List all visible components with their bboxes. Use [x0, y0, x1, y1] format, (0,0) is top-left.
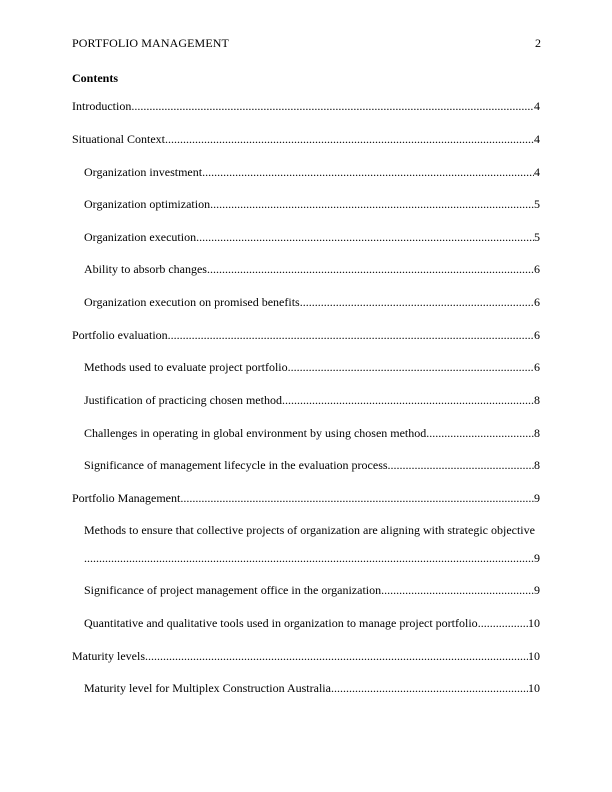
toc-entry-page: 4: [534, 132, 540, 146]
toc-entry-organization-execution[interactable]: [84, 230, 540, 244]
toc-entry-strategic-alignment[interactable]: [84, 551, 540, 565]
toc-entry-page: 10: [528, 616, 540, 630]
toc-entry-page: 4: [534, 165, 540, 179]
toc-entry-text: Significance of project management office in the organization: [84, 583, 382, 597]
toc-entry-page: 9: [534, 583, 540, 597]
toc-entry-text: Organization execution on promised benefits: [84, 295, 300, 309]
toc-entry-text: Situational Context: [72, 132, 165, 146]
toc-entry-text: Justification of practicing chosen method: [84, 393, 282, 407]
toc-entry-text: Quantitative and qualitative tools used in organization to manage project portfolio: [84, 616, 478, 630]
dot-leader: [196, 230, 534, 244]
toc-entry-organization-optimization[interactable]: [84, 197, 540, 211]
running-header-title: PORTFOLIO MANAGEMENT: [72, 36, 229, 50]
toc-entry-text: Organization optimization: [84, 197, 211, 211]
page-number: 2: [535, 36, 541, 50]
toc-entry-strategic-alignment-text[interactable]: Methods to ensure that collective projects of organization are aligning with strategic objective: [84, 523, 535, 537]
dot-leader: [131, 99, 534, 113]
toc-entry-text: Introduction: [72, 99, 132, 113]
toc-entry-page: 6: [534, 360, 540, 374]
dot-leader: [165, 132, 534, 146]
toc-entry-page: 5: [534, 197, 540, 211]
toc-entry-page: 8: [534, 393, 540, 407]
toc-entry-text: Methods used to evaluate project portfolio: [84, 360, 288, 374]
dot-leader: [388, 458, 534, 472]
toc-entry-introduction[interactable]: [72, 99, 540, 113]
toc-entry-page: 5: [534, 230, 540, 244]
toc-entry-text: Maturity level for Multiplex Construction Australia: [84, 681, 331, 695]
toc-entry-text: Organization execution: [84, 230, 197, 244]
dot-leader: [84, 551, 534, 565]
toc-entry-situational-context[interactable]: [72, 132, 540, 146]
dot-leader: [180, 491, 534, 505]
dot-leader: [145, 649, 528, 663]
toc-entry-management-lifecycle[interactable]: [84, 458, 540, 472]
toc-entry-page: 9: [534, 551, 540, 565]
toc-entry-page: 10: [528, 681, 540, 695]
toc-entry-challenges-global-environment[interactable]: [84, 426, 540, 440]
toc-entry-page: 10: [528, 649, 540, 663]
toc-entry-text: Portfolio Management: [72, 491, 181, 505]
toc-entry-organization-investment[interactable]: [84, 165, 540, 179]
dot-leader: [202, 165, 534, 179]
toc-entry-maturity-levels[interactable]: [72, 649, 540, 663]
toc-entry-portfolio-evaluation[interactable]: [72, 328, 540, 342]
dot-leader: [282, 393, 534, 407]
contents-heading: Contents: [72, 71, 119, 85]
dot-leader: [381, 583, 534, 597]
toc-entry-execution-on-promised-benefits[interactable]: [84, 295, 540, 309]
dot-leader: [331, 681, 528, 695]
dot-leader: [300, 295, 534, 309]
dot-leader: [207, 262, 534, 276]
toc-entry-portfolio-management[interactable]: [72, 491, 540, 505]
toc-entry-page: 9: [534, 491, 540, 505]
dot-leader: [426, 426, 534, 440]
toc-entry-text: Significance of management lifecycle in the evaluation process: [84, 458, 388, 472]
toc-entry-methods-to-evaluate-portfolio[interactable]: [84, 360, 540, 374]
toc-entry-page: 8: [534, 458, 540, 472]
toc-entry-page: 6: [534, 328, 540, 342]
toc-entry-project-management-office[interactable]: [84, 583, 540, 597]
dot-leader: [288, 360, 534, 374]
toc-entry-text: Challenges in operating in global environment by using chosen method: [84, 426, 427, 440]
toc-entry-text: Ability to absorb changes: [84, 262, 207, 276]
toc-entry-ability-to-absorb-changes[interactable]: [84, 262, 540, 276]
toc-entry-page: 8: [534, 426, 540, 440]
toc-entry-justification-of-method[interactable]: [84, 393, 540, 407]
toc-entry-quantitative-qualitative-tools[interactable]: [84, 616, 540, 630]
toc-entry-text: Organization investment: [84, 165, 203, 179]
toc-entry-maturity-level-multiplex[interactable]: [84, 681, 540, 695]
toc-entry-page: 4: [534, 99, 540, 113]
toc-entry-page: 6: [534, 262, 540, 276]
dot-leader: [478, 616, 528, 630]
toc-entry-page: 6: [534, 295, 540, 309]
dot-leader: [168, 328, 534, 342]
dot-leader: [210, 197, 534, 211]
toc-entry-text: Portfolio evaluation: [72, 328, 168, 342]
toc-entry-text: Maturity levels: [72, 649, 145, 663]
